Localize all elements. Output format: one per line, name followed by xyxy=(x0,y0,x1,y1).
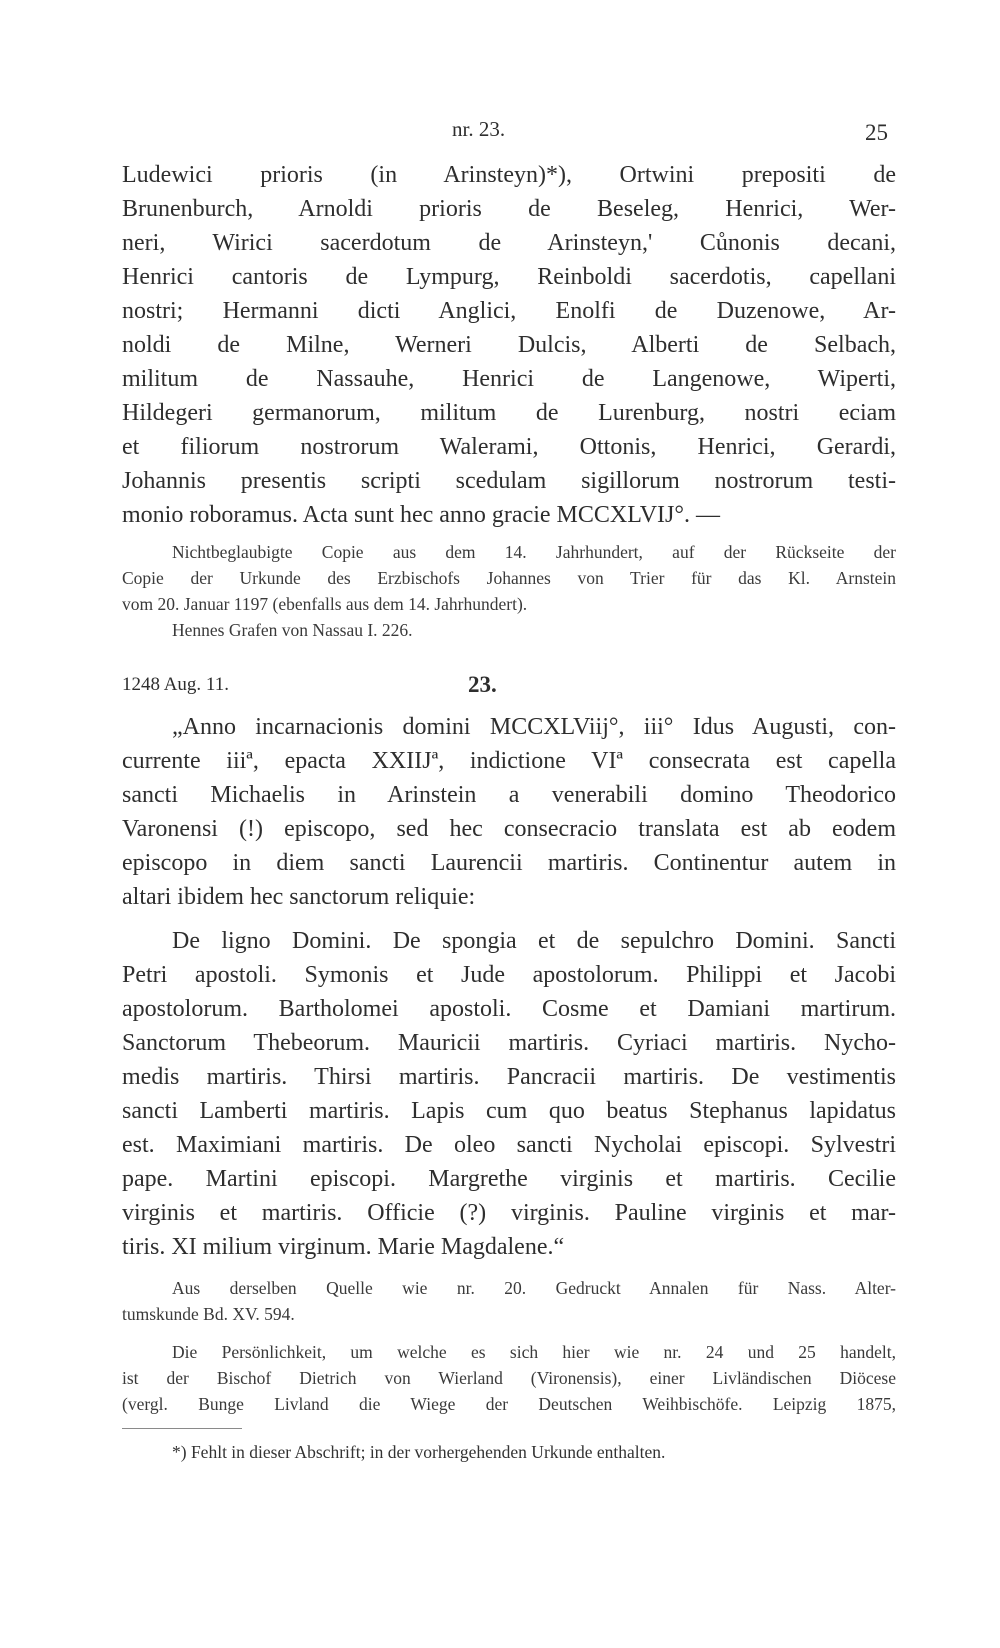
relics-line: virginis et martiris. Officie (?) virginis. Pauline virginis et mar- xyxy=(122,1200,896,1226)
text-line: Hildegeri germanorum, militum de Lurenburg, nostri eciam xyxy=(122,400,896,426)
source-line: tumskunde Bd. XV. 594. xyxy=(122,1304,295,1324)
text-line: neri, Wirici sacerdotum de Arinsteyn,' Cůnonis decani, xyxy=(122,230,896,256)
text-line: Brunenburch, Arnoldi prioris de Beseleg, Henrici, Wer- xyxy=(122,196,896,222)
comment-line: Die Persönlichkeit, um welche es sich hier wie nr. 24 und 25 handelt, xyxy=(172,1342,896,1362)
relics-line-last: tiris. XI milium virginum. Marie Magdalene.“ xyxy=(122,1234,565,1260)
text-line: nostri; Hermanni dicti Anglici, Enolfi de Duzenowe, Ar- xyxy=(122,298,896,324)
text-line-last: altari ibidem hec sanctorum reliquie: xyxy=(122,884,476,910)
text-line: Varonensi (!) episcopo, sed hec consecracio translata est ab eodem xyxy=(122,816,896,842)
text-line: noldi de Milne, Werneri Dulcis, Alberti de Selbach, xyxy=(122,332,896,358)
text-line: sancti Michaelis in Arinstein a venerabili domino Theodorico xyxy=(122,782,896,808)
relics-line: Petri apostoli. Symonis et Jude apostolorum. Philippi et Jacobi xyxy=(122,962,896,988)
text-line: Johannis presentis scripti scedulam sigillorum nostrorum testi- xyxy=(122,468,896,494)
relics-line: sancti Lamberti martiris. Lapis cum quo beatus Stephanus lapidatus xyxy=(122,1098,896,1124)
text-line: currente iiiª, epacta XXIIJª, indictione VIª consecrata est capella xyxy=(122,748,896,774)
relics-line: pape. Martini episcopi. Margrethe virginis et martiris. Cecilie xyxy=(122,1166,896,1192)
footnote-separator xyxy=(122,1428,242,1429)
document-date: 1248 Aug. 11. xyxy=(122,674,229,695)
text-line: Ludewici prioris (in Arinsteyn)*), Ortwini prepositi de xyxy=(122,162,896,188)
source-line: Aus derselben Quelle wie nr. 20. Gedruckt Annalen für Nass. Alter- xyxy=(172,1278,896,1298)
text-line: militum de Nassauhe, Henrici de Langenowe, Wiperti, xyxy=(122,366,896,392)
page-number: 25 xyxy=(865,120,888,145)
text-line: episcopo in diem sancti Laurencii martiris. Continentur autem in xyxy=(122,850,896,876)
footnote: *) Fehlt in dieser Abschrift; in der vorhergehenden Urkunde enthalten. xyxy=(172,1442,666,1462)
relics-line: medis martiris. Thirsi martiris. Pancracii martiris. De vestimentis xyxy=(122,1064,896,1090)
relics-line: apostolorum. Bartholomei apostoli. Cosme et Damiani martirum. xyxy=(122,996,896,1022)
note-line: vom 20. Januar 1197 (ebenfalls aus dem 14. Jahrhundert). xyxy=(122,594,528,614)
text-line-last: monio roboramus. Acta sunt hec anno gracie MCCXLVIJ°. — xyxy=(122,502,720,528)
note-line: Copie der Urkunde des Erzbischofs Johannes von Trier für das Kl. Arnstein xyxy=(122,568,896,588)
running-title: nr. 23. xyxy=(452,117,506,141)
relics-line: est. Maximiani martiris. De oleo sancti Nycholai episcopi. Sylvestri xyxy=(122,1132,896,1158)
relics-line: Sanctorum Thebeorum. Mauricii martiris. Cyriaci martiris. Nycho- xyxy=(122,1030,896,1056)
text-line: et filiorum nostrorum Walerami, Ottonis, Henrici, Gerardi, xyxy=(122,434,896,460)
text-line: Henrici cantoris de Lympurg, Reinboldi sacerdotis, capellani xyxy=(122,264,896,290)
document-number: 23. xyxy=(468,672,497,697)
text-line: „Anno incarnacionis domini MCCXLViij°, iii° Idus Augusti, con- xyxy=(172,714,896,740)
note-line: Nichtbeglaubigte Copie aus dem 14. Jahrhundert, auf der Rückseite der xyxy=(172,542,896,562)
reference-line: Hennes Grafen von Nassau I. 226. xyxy=(172,620,413,640)
relics-line: De ligno Domini. De spongia et de sepulchro Domini. Sancti xyxy=(172,928,896,954)
comment-line: (vergl. Bunge Livland die Wiege der Deutschen Weihbischöfe. Leipzig 1875, xyxy=(122,1394,896,1414)
comment-line: ist der Bischof Dietrich von Wierland (Vironensis), einer Livländischen Diöcese xyxy=(122,1368,896,1388)
